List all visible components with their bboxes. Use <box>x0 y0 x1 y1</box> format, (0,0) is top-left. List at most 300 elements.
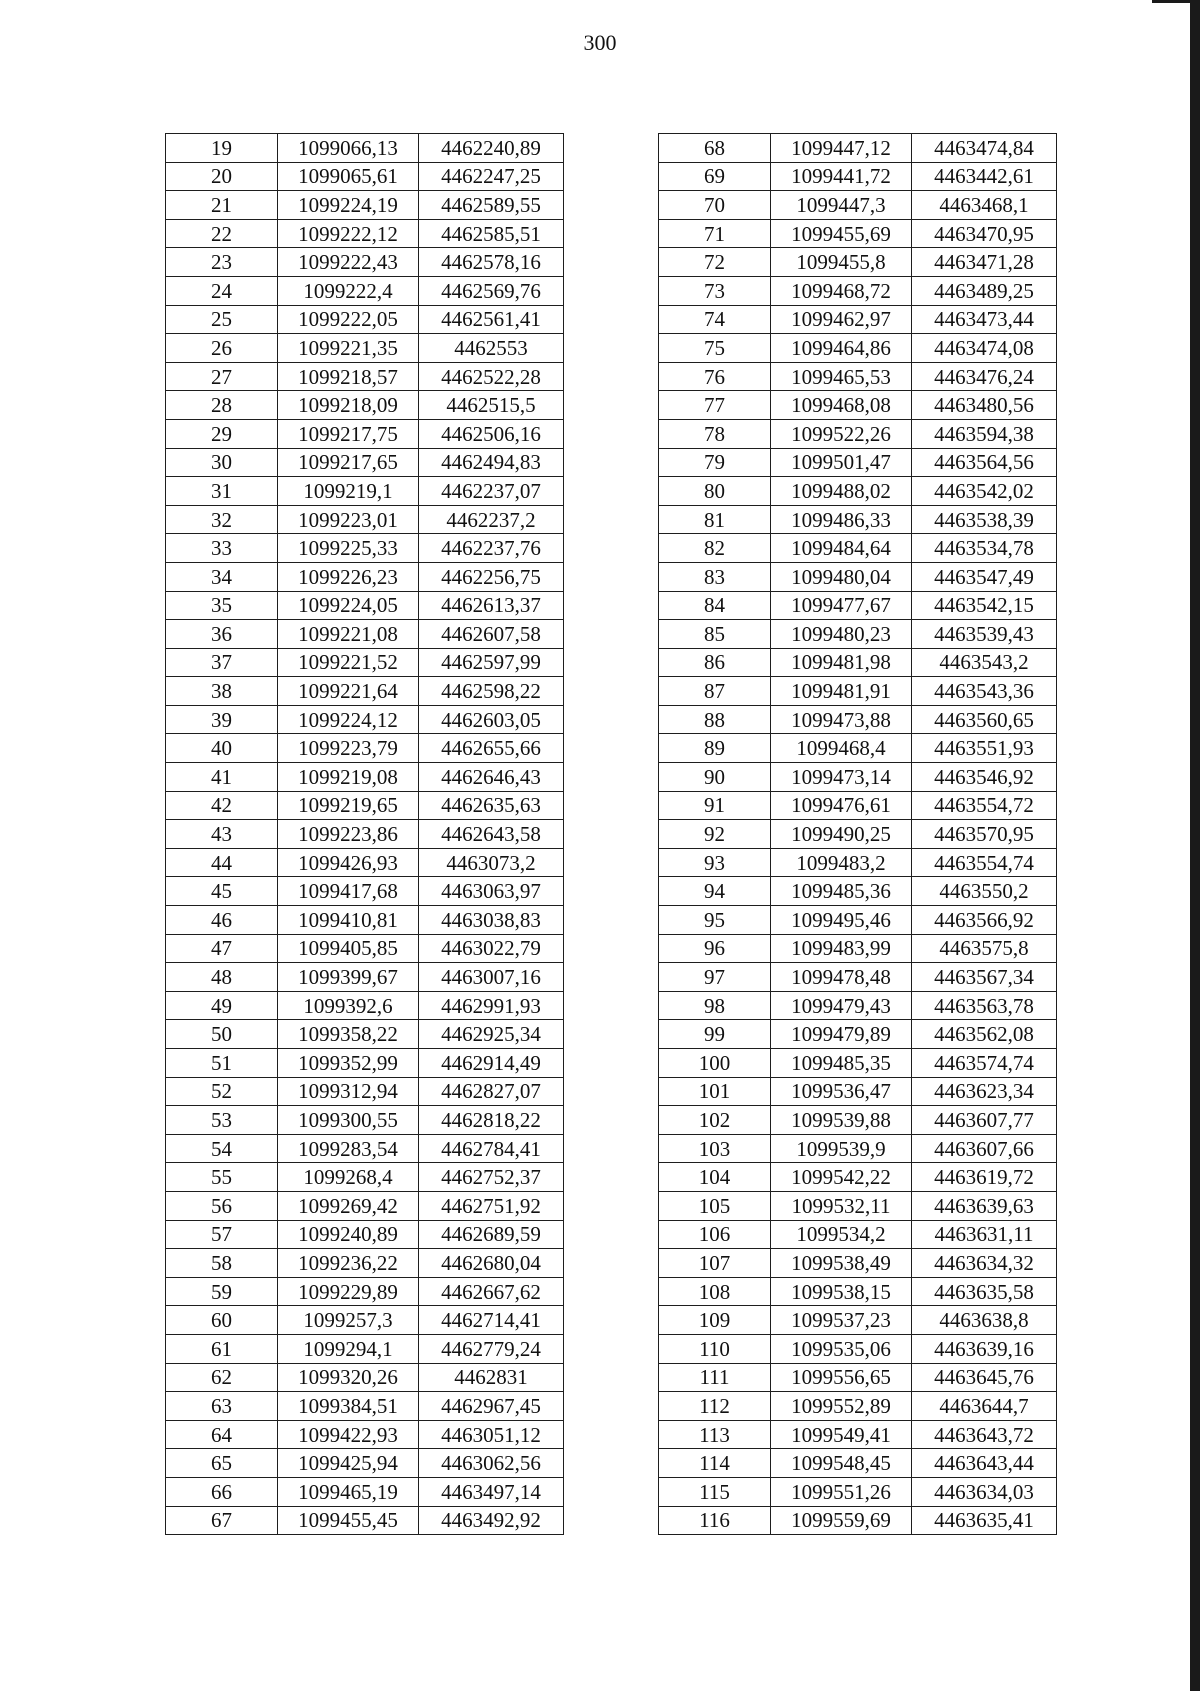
y-coordinate-cell: 4463476,24 <box>912 362 1057 391</box>
point-number-cell: 80 <box>659 477 771 506</box>
point-number-cell: 25 <box>166 305 278 334</box>
x-coordinate-cell: 1099236,22 <box>278 1249 419 1278</box>
x-coordinate-cell: 1099538,15 <box>771 1277 912 1306</box>
point-number-cell: 30 <box>166 448 278 477</box>
table-row <box>166 162 564 191</box>
y-coordinate-cell: 4463643,72 <box>912 1420 1057 1449</box>
point-number-cell: 63 <box>166 1392 278 1421</box>
y-coordinate-cell: 4463570,95 <box>912 820 1057 849</box>
table-row <box>166 1134 564 1163</box>
y-coordinate-cell: 4462667,62 <box>419 1277 564 1306</box>
point-number-cell: 58 <box>166 1249 278 1278</box>
x-coordinate-cell: 1099480,04 <box>771 562 912 591</box>
table-row <box>166 906 564 935</box>
x-coordinate-cell: 1099559,69 <box>771 1506 912 1535</box>
point-number-cell: 102 <box>659 1106 771 1135</box>
table-row <box>659 1163 1057 1192</box>
x-coordinate-cell: 1099224,12 <box>278 705 419 734</box>
x-coordinate-cell: 1099548,45 <box>771 1449 912 1478</box>
table-row <box>659 906 1057 935</box>
y-coordinate-cell: 4462635,63 <box>419 791 564 820</box>
scan-edge-bar <box>1190 0 1200 1691</box>
y-coordinate-cell: 4463473,44 <box>912 305 1057 334</box>
point-number-cell: 109 <box>659 1306 771 1335</box>
point-number-cell: 45 <box>166 877 278 906</box>
point-number-cell: 82 <box>659 534 771 563</box>
table-row <box>659 991 1057 1020</box>
y-coordinate-cell: 4462561,41 <box>419 305 564 334</box>
table-row <box>166 562 564 591</box>
y-coordinate-cell: 4463538,39 <box>912 505 1057 534</box>
x-coordinate-cell: 1099257,3 <box>278 1306 419 1335</box>
y-coordinate-cell: 4462991,93 <box>419 991 564 1020</box>
table-row <box>166 877 564 906</box>
table-row <box>659 419 1057 448</box>
y-coordinate-cell: 4462914,49 <box>419 1049 564 1078</box>
point-number-cell: 71 <box>659 219 771 248</box>
x-coordinate-cell: 1099538,49 <box>771 1249 912 1278</box>
y-coordinate-cell: 4462256,75 <box>419 562 564 591</box>
x-coordinate-cell: 1099481,98 <box>771 648 912 677</box>
y-coordinate-cell: 4462831 <box>419 1363 564 1392</box>
table-row <box>166 1049 564 1078</box>
x-coordinate-cell: 1099537,23 <box>771 1306 912 1335</box>
x-coordinate-cell: 1099219,65 <box>278 791 419 820</box>
point-number-cell: 33 <box>166 534 278 563</box>
x-coordinate-cell: 1099483,2 <box>771 848 912 877</box>
x-coordinate-cell: 1099465,19 <box>278 1477 419 1506</box>
table-row <box>166 677 564 706</box>
table-row <box>166 248 564 277</box>
table-row <box>166 1020 564 1049</box>
x-coordinate-cell: 1099358,22 <box>278 1020 419 1049</box>
y-coordinate-cell: 4462598,22 <box>419 677 564 706</box>
y-coordinate-cell: 4462967,45 <box>419 1392 564 1421</box>
point-number-cell: 70 <box>659 191 771 220</box>
table-row <box>166 934 564 963</box>
point-number-cell: 116 <box>659 1506 771 1535</box>
coordinates-table-right <box>658 133 1057 1535</box>
y-coordinate-cell: 4463631,11 <box>912 1220 1057 1249</box>
y-coordinate-cell: 4463442,61 <box>912 162 1057 191</box>
point-number-cell: 41 <box>166 763 278 792</box>
table-row <box>166 648 564 677</box>
x-coordinate-cell: 1099485,35 <box>771 1049 912 1078</box>
table-row <box>166 305 564 334</box>
x-coordinate-cell: 1099222,12 <box>278 219 419 248</box>
point-number-cell: 37 <box>166 648 278 677</box>
point-number-cell: 97 <box>659 963 771 992</box>
table-row <box>659 763 1057 792</box>
y-coordinate-cell: 4463634,03 <box>912 1477 1057 1506</box>
table-row <box>166 620 564 649</box>
point-number-cell: 85 <box>659 620 771 649</box>
point-number-cell: 78 <box>659 419 771 448</box>
y-coordinate-cell: 4462247,25 <box>419 162 564 191</box>
table-row <box>166 505 564 534</box>
point-number-cell: 96 <box>659 934 771 963</box>
point-number-cell: 40 <box>166 734 278 763</box>
x-coordinate-cell: 1099447,12 <box>771 134 912 163</box>
table-row <box>166 419 564 448</box>
y-coordinate-cell: 4463594,38 <box>912 419 1057 448</box>
x-coordinate-cell: 1099455,45 <box>278 1506 419 1535</box>
y-coordinate-cell: 4462655,66 <box>419 734 564 763</box>
table-row <box>166 1191 564 1220</box>
y-coordinate-cell: 4463470,95 <box>912 219 1057 248</box>
table-row <box>166 1077 564 1106</box>
y-coordinate-cell: 4462506,16 <box>419 419 564 448</box>
x-coordinate-cell: 1099392,6 <box>278 991 419 1020</box>
y-coordinate-cell: 4463560,65 <box>912 705 1057 734</box>
table-row <box>659 1506 1057 1535</box>
table-row <box>659 248 1057 277</box>
x-coordinate-cell: 1099490,25 <box>771 820 912 849</box>
x-coordinate-cell: 1099223,79 <box>278 734 419 763</box>
table-row <box>659 934 1057 963</box>
point-number-cell: 89 <box>659 734 771 763</box>
x-coordinate-cell: 1099219,08 <box>278 763 419 792</box>
y-coordinate-cell: 4463051,12 <box>419 1420 564 1449</box>
x-coordinate-cell: 1099539,9 <box>771 1134 912 1163</box>
table-row <box>166 219 564 248</box>
y-coordinate-cell: 4462680,04 <box>419 1249 564 1278</box>
point-number-cell: 49 <box>166 991 278 1020</box>
table-row <box>659 362 1057 391</box>
x-coordinate-cell: 1099522,26 <box>771 419 912 448</box>
point-number-cell: 28 <box>166 391 278 420</box>
y-coordinate-cell: 4463619,72 <box>912 1163 1057 1192</box>
point-number-cell: 114 <box>659 1449 771 1478</box>
point-number-cell: 48 <box>166 963 278 992</box>
x-coordinate-cell: 1099480,23 <box>771 620 912 649</box>
x-coordinate-cell: 1099536,47 <box>771 1077 912 1106</box>
x-coordinate-cell: 1099223,01 <box>278 505 419 534</box>
point-number-cell: 87 <box>659 677 771 706</box>
table-row <box>166 705 564 734</box>
point-number-cell: 26 <box>166 334 278 363</box>
y-coordinate-cell: 4463546,92 <box>912 763 1057 792</box>
y-coordinate-cell: 4463639,16 <box>912 1334 1057 1363</box>
table-row <box>659 1449 1057 1478</box>
point-number-cell: 100 <box>659 1049 771 1078</box>
table-row <box>166 534 564 563</box>
x-coordinate-cell: 1099488,02 <box>771 477 912 506</box>
y-coordinate-cell: 4463563,78 <box>912 991 1057 1020</box>
table-row <box>166 1449 564 1478</box>
point-number-cell: 112 <box>659 1392 771 1421</box>
point-number-cell: 31 <box>166 477 278 506</box>
point-number-cell: 110 <box>659 1334 771 1363</box>
table-row <box>659 734 1057 763</box>
y-coordinate-cell: 4463564,56 <box>912 448 1057 477</box>
point-number-cell: 65 <box>166 1449 278 1478</box>
x-coordinate-cell: 1099217,65 <box>278 448 419 477</box>
y-coordinate-cell: 4463550,2 <box>912 877 1057 906</box>
y-coordinate-cell: 4463474,08 <box>912 334 1057 363</box>
y-coordinate-cell: 4462827,07 <box>419 1077 564 1106</box>
table-row <box>659 1477 1057 1506</box>
y-coordinate-cell: 4463073,2 <box>419 848 564 877</box>
x-coordinate-cell: 1099532,11 <box>771 1191 912 1220</box>
table-row <box>659 1077 1057 1106</box>
point-number-cell: 113 <box>659 1420 771 1449</box>
point-number-cell: 98 <box>659 991 771 1020</box>
point-number-cell: 47 <box>166 934 278 963</box>
x-coordinate-cell: 1099462,97 <box>771 305 912 334</box>
y-coordinate-cell: 4463643,44 <box>912 1449 1057 1478</box>
x-coordinate-cell: 1099399,67 <box>278 963 419 992</box>
point-number-cell: 24 <box>166 276 278 305</box>
table-row <box>659 1392 1057 1421</box>
point-number-cell: 57 <box>166 1220 278 1249</box>
point-number-cell: 34 <box>166 562 278 591</box>
table-row <box>166 477 564 506</box>
point-number-cell: 115 <box>659 1477 771 1506</box>
point-number-cell: 22 <box>166 219 278 248</box>
point-number-cell: 62 <box>166 1363 278 1392</box>
y-coordinate-cell: 4463575,8 <box>912 934 1057 963</box>
table-row <box>659 1249 1057 1278</box>
point-number-cell: 27 <box>166 362 278 391</box>
table-row <box>659 134 1057 163</box>
table-row <box>659 820 1057 849</box>
x-coordinate-cell: 1099485,36 <box>771 877 912 906</box>
point-number-cell: 46 <box>166 906 278 935</box>
x-coordinate-cell: 1099465,53 <box>771 362 912 391</box>
table-row <box>659 1191 1057 1220</box>
table-row <box>166 448 564 477</box>
point-number-cell: 55 <box>166 1163 278 1192</box>
table-row <box>659 1277 1057 1306</box>
x-coordinate-cell: 1099221,52 <box>278 648 419 677</box>
y-coordinate-cell: 4463480,56 <box>912 391 1057 420</box>
y-coordinate-cell: 4463635,41 <box>912 1506 1057 1535</box>
point-number-cell: 59 <box>166 1277 278 1306</box>
point-number-cell: 29 <box>166 419 278 448</box>
point-number-cell: 54 <box>166 1134 278 1163</box>
y-coordinate-cell: 4462597,99 <box>419 648 564 677</box>
y-coordinate-cell: 4463634,32 <box>912 1249 1057 1278</box>
y-coordinate-cell: 4462925,34 <box>419 1020 564 1049</box>
point-number-cell: 64 <box>166 1420 278 1449</box>
x-coordinate-cell: 1099218,57 <box>278 362 419 391</box>
y-coordinate-cell: 4462589,55 <box>419 191 564 220</box>
y-coordinate-cell: 4463543,36 <box>912 677 1057 706</box>
table-row <box>659 591 1057 620</box>
x-coordinate-cell: 1099534,2 <box>771 1220 912 1249</box>
y-coordinate-cell: 4463562,08 <box>912 1020 1057 1049</box>
point-number-cell: 92 <box>659 820 771 849</box>
point-number-cell: 19 <box>166 134 278 163</box>
y-coordinate-cell: 4462515,5 <box>419 391 564 420</box>
y-coordinate-cell: 4463497,14 <box>419 1477 564 1506</box>
x-coordinate-cell: 1099221,08 <box>278 620 419 649</box>
x-coordinate-cell: 1099312,94 <box>278 1077 419 1106</box>
x-coordinate-cell: 1099222,43 <box>278 248 419 277</box>
table-row <box>166 362 564 391</box>
x-coordinate-cell: 1099483,99 <box>771 934 912 963</box>
table-row <box>659 1363 1057 1392</box>
table-row <box>659 391 1057 420</box>
y-coordinate-cell: 4462643,58 <box>419 820 564 849</box>
point-number-cell: 20 <box>166 162 278 191</box>
x-coordinate-cell: 1099352,99 <box>278 1049 419 1078</box>
table-row <box>166 1163 564 1192</box>
table-row <box>659 191 1057 220</box>
y-coordinate-cell: 4462613,37 <box>419 591 564 620</box>
table-row <box>166 1477 564 1506</box>
y-coordinate-cell: 4462237,2 <box>419 505 564 534</box>
table-row <box>659 534 1057 563</box>
y-coordinate-cell: 4462818,22 <box>419 1106 564 1135</box>
y-coordinate-cell: 4462578,16 <box>419 248 564 277</box>
y-coordinate-cell: 4463547,49 <box>912 562 1057 591</box>
x-coordinate-cell: 1099405,85 <box>278 934 419 963</box>
x-coordinate-cell: 1099495,46 <box>771 906 912 935</box>
y-coordinate-cell: 4463542,02 <box>912 477 1057 506</box>
point-number-cell: 91 <box>659 791 771 820</box>
x-coordinate-cell: 1099464,86 <box>771 334 912 363</box>
table-row <box>659 1420 1057 1449</box>
coordinates-table-left <box>165 133 564 1535</box>
x-coordinate-cell: 1099217,75 <box>278 419 419 448</box>
table-row <box>659 705 1057 734</box>
point-number-cell: 43 <box>166 820 278 849</box>
table-row <box>659 219 1057 248</box>
point-number-cell: 69 <box>659 162 771 191</box>
y-coordinate-cell: 4462569,76 <box>419 276 564 305</box>
point-number-cell: 108 <box>659 1277 771 1306</box>
table-row <box>166 334 564 363</box>
y-coordinate-cell: 4463489,25 <box>912 276 1057 305</box>
x-coordinate-cell: 1099222,4 <box>278 276 419 305</box>
table-row <box>166 1220 564 1249</box>
point-number-cell: 60 <box>166 1306 278 1335</box>
y-coordinate-cell: 4463534,78 <box>912 534 1057 563</box>
x-coordinate-cell: 1099441,72 <box>771 162 912 191</box>
table-row <box>659 620 1057 649</box>
point-number-cell: 76 <box>659 362 771 391</box>
table-row <box>659 505 1057 534</box>
y-coordinate-cell: 4463471,28 <box>912 248 1057 277</box>
y-coordinate-cell: 4463623,34 <box>912 1077 1057 1106</box>
y-coordinate-cell: 4463063,97 <box>419 877 564 906</box>
x-coordinate-cell: 1099320,26 <box>278 1363 419 1392</box>
x-coordinate-cell: 1099268,4 <box>278 1163 419 1192</box>
x-coordinate-cell: 1099478,48 <box>771 963 912 992</box>
table-row <box>659 1049 1057 1078</box>
y-coordinate-cell: 4462494,83 <box>419 448 564 477</box>
x-coordinate-cell: 1099549,41 <box>771 1420 912 1449</box>
x-coordinate-cell: 1099473,14 <box>771 763 912 792</box>
y-coordinate-cell: 4462784,41 <box>419 1134 564 1163</box>
x-coordinate-cell: 1099294,1 <box>278 1334 419 1363</box>
x-coordinate-cell: 1099426,93 <box>278 848 419 877</box>
y-coordinate-cell: 4462751,92 <box>419 1191 564 1220</box>
x-coordinate-cell: 1099479,89 <box>771 1020 912 1049</box>
point-number-cell: 36 <box>166 620 278 649</box>
y-coordinate-cell: 4463607,66 <box>912 1134 1057 1163</box>
point-number-cell: 39 <box>166 705 278 734</box>
point-number-cell: 66 <box>166 1477 278 1506</box>
x-coordinate-cell: 1099481,91 <box>771 677 912 706</box>
x-coordinate-cell: 1099066,13 <box>278 134 419 163</box>
x-coordinate-cell: 1099542,22 <box>771 1163 912 1192</box>
table-row <box>166 963 564 992</box>
point-number-cell: 53 <box>166 1106 278 1135</box>
x-coordinate-cell: 1099422,93 <box>278 1420 419 1449</box>
y-coordinate-cell: 4463567,34 <box>912 963 1057 992</box>
point-number-cell: 94 <box>659 877 771 906</box>
table-row <box>166 191 564 220</box>
table-row <box>659 1106 1057 1135</box>
point-number-cell: 72 <box>659 248 771 277</box>
point-number-cell: 83 <box>659 562 771 591</box>
y-coordinate-cell: 4463639,63 <box>912 1191 1057 1220</box>
table-row <box>659 162 1057 191</box>
y-coordinate-cell: 4462646,43 <box>419 763 564 792</box>
point-number-cell: 79 <box>659 448 771 477</box>
y-coordinate-cell: 4463468,1 <box>912 191 1057 220</box>
table-row <box>659 1020 1057 1049</box>
x-coordinate-cell: 1099283,54 <box>278 1134 419 1163</box>
y-coordinate-cell: 4463607,77 <box>912 1106 1057 1135</box>
table-row <box>659 677 1057 706</box>
y-coordinate-cell: 4463645,76 <box>912 1363 1057 1392</box>
table-row <box>166 763 564 792</box>
x-coordinate-cell: 1099425,94 <box>278 1449 419 1478</box>
x-coordinate-cell: 1099384,51 <box>278 1392 419 1421</box>
x-coordinate-cell: 1099468,72 <box>771 276 912 305</box>
table-row <box>166 1306 564 1335</box>
x-coordinate-cell: 1099300,55 <box>278 1106 419 1135</box>
point-number-cell: 106 <box>659 1220 771 1249</box>
y-coordinate-cell: 4462237,07 <box>419 477 564 506</box>
table-row <box>166 134 564 163</box>
point-number-cell: 42 <box>166 791 278 820</box>
x-coordinate-cell: 1099455,69 <box>771 219 912 248</box>
y-coordinate-cell: 4463551,93 <box>912 734 1057 763</box>
x-coordinate-cell: 1099479,43 <box>771 991 912 1020</box>
point-number-cell: 68 <box>659 134 771 163</box>
y-coordinate-cell: 4462779,24 <box>419 1334 564 1363</box>
table-row <box>659 877 1057 906</box>
point-number-cell: 90 <box>659 763 771 792</box>
point-number-cell: 77 <box>659 391 771 420</box>
x-coordinate-cell: 1099473,88 <box>771 705 912 734</box>
x-coordinate-cell: 1099219,1 <box>278 477 419 506</box>
x-coordinate-cell: 1099065,61 <box>278 162 419 191</box>
table-row <box>659 963 1057 992</box>
table-row <box>166 1249 564 1278</box>
point-number-cell: 103 <box>659 1134 771 1163</box>
x-coordinate-cell: 1099535,06 <box>771 1334 912 1363</box>
x-coordinate-cell: 1099224,05 <box>278 591 419 620</box>
point-number-cell: 51 <box>166 1049 278 1078</box>
x-coordinate-cell: 1099223,86 <box>278 820 419 849</box>
x-coordinate-cell: 1099477,67 <box>771 591 912 620</box>
table-row <box>166 1106 564 1135</box>
table-row <box>659 477 1057 506</box>
point-number-cell: 95 <box>659 906 771 935</box>
table-row <box>659 448 1057 477</box>
y-coordinate-cell: 4463542,15 <box>912 591 1057 620</box>
y-coordinate-cell: 4462522,28 <box>419 362 564 391</box>
y-coordinate-cell: 4463638,8 <box>912 1306 1057 1335</box>
y-coordinate-cell: 4463554,72 <box>912 791 1057 820</box>
x-coordinate-cell: 1099221,64 <box>278 677 419 706</box>
